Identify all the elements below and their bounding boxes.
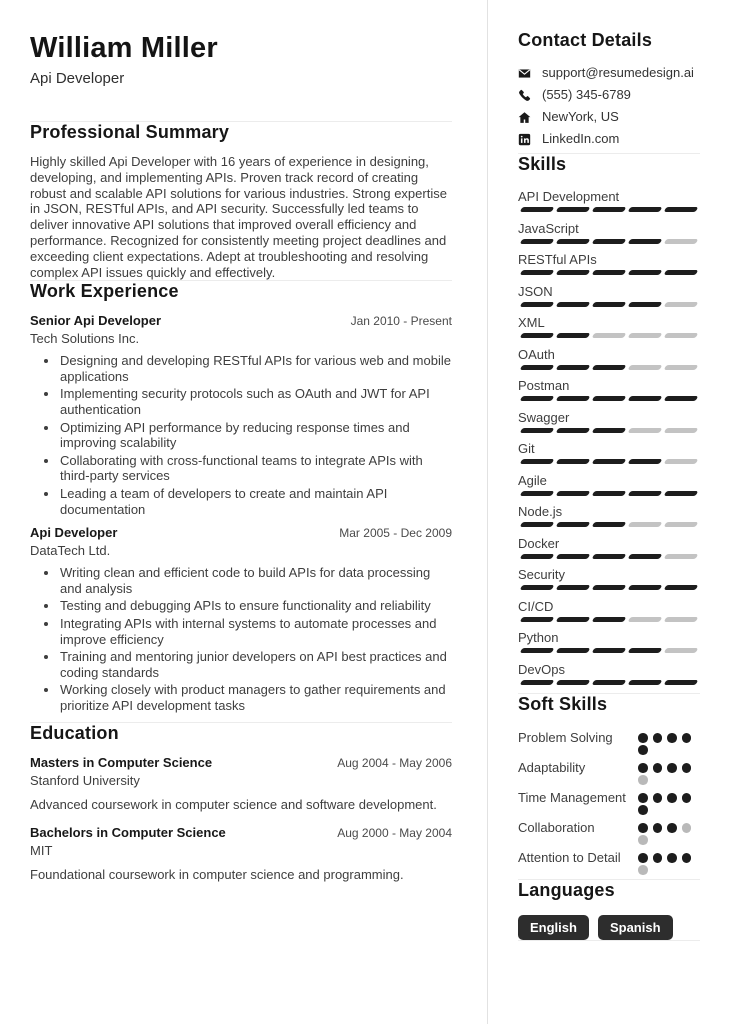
job-bullet: • Training and mentoring junior developers on API best practices and coding standards xyxy=(59,649,452,681)
job-header xyxy=(30,313,452,329)
soft-skill-item xyxy=(518,819,700,847)
rating-dot-filled xyxy=(653,823,663,833)
skill-bar-segment-filled xyxy=(556,365,590,370)
skill-bar-segment-filled xyxy=(520,239,554,244)
divider xyxy=(518,940,700,941)
soft-skill-dot-rating xyxy=(638,729,700,757)
envelope-icon xyxy=(518,67,531,80)
language-badge: Spanish xyxy=(598,915,673,940)
skill-bar-segment-filled xyxy=(592,428,626,433)
job-title: Senior Api Developer xyxy=(30,313,161,329)
skill-level-bar xyxy=(518,239,700,244)
skill-bar-segment-empty xyxy=(664,617,698,622)
education-school: MIT xyxy=(30,842,53,858)
skill-bar-segment-filled xyxy=(520,648,554,653)
skill-bar-segment-filled xyxy=(592,522,626,527)
soft-skill-name: Attention to Detail xyxy=(518,850,621,865)
skill-bar-segment-filled xyxy=(592,680,626,685)
rating-dot-filled xyxy=(638,823,648,833)
soft-skill-item xyxy=(518,789,700,817)
home-icon xyxy=(518,111,531,124)
soft-skill-dot-rating xyxy=(638,849,700,877)
skill-level-bar xyxy=(518,554,700,559)
skill-item xyxy=(518,315,700,338)
skill-item xyxy=(518,536,700,559)
skill-item xyxy=(518,347,700,370)
skill-item xyxy=(518,441,700,464)
skill-level-bar xyxy=(518,365,700,370)
skill-name: JSON xyxy=(518,283,553,299)
skill-bar-segment-empty xyxy=(628,522,662,527)
contact-text: (555) 345-6789 xyxy=(542,87,631,102)
skill-bar-segment-filled xyxy=(592,270,626,275)
education-list xyxy=(30,755,452,883)
skill-bar-segment-empty xyxy=(664,648,698,653)
skill-name: Agile xyxy=(518,472,547,488)
skill-bar-segment-empty xyxy=(664,333,698,338)
job-bullet: • Collaborating with cross-functional teams to integrate APIs with third-party services xyxy=(59,453,452,485)
skill-level-bar xyxy=(518,585,700,590)
education-description: Foundational coursework in computer science and programming. xyxy=(30,866,404,882)
skill-level-bar xyxy=(518,648,700,653)
education-header xyxy=(30,825,452,841)
job-title: Api Developer xyxy=(30,525,118,541)
skill-bar-segment-filled xyxy=(592,554,626,559)
education-dates: Aug 2000 - May 2004 xyxy=(337,825,452,840)
summary-section xyxy=(30,122,452,280)
soft-skill-dot-rating xyxy=(638,759,700,787)
skill-bar-segment-filled xyxy=(664,396,698,401)
job-entry xyxy=(30,525,452,713)
skill-bar-segment-filled xyxy=(628,239,662,244)
skill-bar-segment-filled xyxy=(556,396,590,401)
skill-bar-segment-filled xyxy=(592,207,626,212)
job-bullet-list xyxy=(30,565,452,713)
skill-name: Node.js xyxy=(518,504,563,519)
skill-bar-segment-filled xyxy=(520,396,554,401)
rating-dot-filled xyxy=(667,763,677,773)
skill-bar-segment-filled xyxy=(664,491,698,496)
rating-dot-filled xyxy=(653,763,663,773)
skill-bar-segment-empty xyxy=(664,522,698,527)
job-bullet: • Working closely with product managers to gather requirements and prioritize API development tasks xyxy=(59,682,452,714)
skill-bar-segment-empty xyxy=(628,365,662,370)
rating-dot-filled xyxy=(653,853,663,863)
education-degree: Bachelors in Computer Science xyxy=(30,824,226,840)
contact-list xyxy=(518,65,700,147)
contact-item xyxy=(518,131,700,147)
rating-dot-filled xyxy=(682,853,692,863)
skill-bar-segment-filled xyxy=(628,648,662,653)
languages-heading: Languages xyxy=(518,880,615,900)
skill-bar-segment-filled xyxy=(520,207,554,212)
skill-bar-segment-empty xyxy=(664,428,698,433)
skill-name: Swagger xyxy=(518,409,570,425)
skill-item xyxy=(518,630,700,653)
skill-name: Docker xyxy=(518,535,560,551)
skill-bar-segment-filled xyxy=(556,459,590,464)
rating-dot-filled xyxy=(682,793,692,803)
skill-bar-segment-filled xyxy=(556,333,590,338)
skill-bar-segment-filled xyxy=(592,396,626,401)
rating-dot-empty xyxy=(638,835,648,845)
skill-bar-segment-filled xyxy=(628,554,662,559)
rating-dot-filled xyxy=(682,733,692,743)
job-entry xyxy=(30,313,452,517)
skill-bar-segment-filled xyxy=(556,522,590,527)
rating-dot-filled xyxy=(667,793,677,803)
job-dates: Mar 2005 - Dec 2009 xyxy=(339,526,452,541)
skill-name: OAuth xyxy=(518,346,555,362)
skill-item xyxy=(518,189,700,212)
education-entry xyxy=(30,825,452,883)
skill-level-bar xyxy=(518,491,700,496)
skill-item xyxy=(518,410,700,433)
languages-list xyxy=(518,915,700,940)
skill-bar-segment-filled xyxy=(592,491,626,496)
skill-item xyxy=(518,567,700,590)
skill-bar-segment-empty xyxy=(628,333,662,338)
skill-level-bar xyxy=(518,459,700,464)
skill-bar-segment-filled xyxy=(556,207,590,212)
education-header xyxy=(30,755,452,771)
skill-bar-segment-filled xyxy=(520,585,554,590)
skills-list xyxy=(518,189,700,685)
soft-skill-item xyxy=(518,729,700,757)
language-badge: English xyxy=(518,915,589,940)
skill-bar-segment-filled xyxy=(520,302,554,307)
skill-item xyxy=(518,252,700,275)
soft-skill-item xyxy=(518,849,700,877)
skill-bar-segment-filled xyxy=(592,617,626,622)
skill-level-bar xyxy=(518,396,700,401)
skill-bar-segment-filled xyxy=(592,459,626,464)
skill-name: Postman xyxy=(518,378,570,393)
skill-bar-segment-filled xyxy=(664,207,698,212)
skill-level-bar xyxy=(518,207,700,212)
skill-bar-segment-filled xyxy=(556,239,590,244)
skill-name: XML xyxy=(518,315,545,330)
experience-section xyxy=(30,281,452,713)
rating-dot-filled xyxy=(682,763,692,773)
skill-name: DevOps xyxy=(518,661,565,677)
skill-item xyxy=(518,284,700,307)
phone-icon xyxy=(518,89,531,102)
skill-bar-segment-filled xyxy=(520,333,554,338)
job-bullet-list xyxy=(30,353,452,517)
skill-bar-segment-empty xyxy=(628,428,662,433)
rating-dot-filled xyxy=(638,733,648,743)
rating-dot-filled xyxy=(667,823,677,833)
skill-bar-segment-filled xyxy=(520,270,554,275)
rating-dot-empty xyxy=(682,823,692,833)
contact-heading: Contact Details xyxy=(518,30,653,50)
skill-level-bar xyxy=(518,680,700,685)
soft-skill-name: Problem Solving xyxy=(518,730,613,745)
job-header xyxy=(30,525,452,541)
experience-heading: Work Experience xyxy=(30,281,179,302)
skill-bar-segment-filled xyxy=(628,396,662,401)
soft-skill-dot-rating xyxy=(638,789,700,817)
skill-name: RESTful APIs xyxy=(518,252,597,267)
skill-bar-segment-filled xyxy=(664,585,698,590)
person-job-title: Api Developer xyxy=(30,70,125,87)
job-bullet: • Writing clean and efficient code to build APIs for data processing and analysis xyxy=(59,565,452,597)
skills-heading: Skills xyxy=(518,154,567,174)
skill-bar-segment-filled xyxy=(520,459,554,464)
skill-bar-segment-filled xyxy=(628,680,662,685)
rating-dot-empty xyxy=(638,775,648,785)
skill-level-bar xyxy=(518,333,700,338)
skill-item xyxy=(518,378,700,401)
contact-item xyxy=(518,87,700,103)
summary-text: Highly skilled Api Developer with 16 years of experience in designing, developing, and implementing APIs. Proven track record of creating robust and scalable API solutions for various industries. Strong expertise in JSON, RESTful APIs, and API security. Successfully led teams to deliver innovative API solutions that improved overall efficiency and performance. Recognized for consistently meeting project deadlines and exceeding client expectations. Adept at troubleshooting and resolving complex API issues quickly and effectively. xyxy=(30,154,447,280)
skill-bar-segment-filled xyxy=(556,270,590,275)
contact-text: NewYork, US xyxy=(542,109,619,124)
skill-bar-segment-filled xyxy=(592,365,626,370)
skill-bar-segment-empty xyxy=(664,239,698,244)
job-dates: Jan 2010 - Present xyxy=(350,314,452,329)
skill-name: API Development xyxy=(518,189,620,204)
skill-level-bar xyxy=(518,522,700,527)
skill-bar-segment-filled xyxy=(520,365,554,370)
contact-item xyxy=(518,109,700,125)
soft-skill-name: Time Management xyxy=(518,790,626,805)
education-description: Advanced coursework in computer science and software development. xyxy=(30,796,437,812)
skill-bar-segment-filled xyxy=(556,585,590,590)
rating-dot-empty xyxy=(638,865,648,875)
skill-bar-segment-filled xyxy=(628,459,662,464)
skill-bar-segment-filled xyxy=(520,428,554,433)
skill-bar-segment-empty xyxy=(664,459,698,464)
soft-skill-dot-rating xyxy=(638,819,700,847)
skill-level-bar xyxy=(518,270,700,275)
skill-name: CI/CD xyxy=(518,598,554,614)
skill-level-bar xyxy=(518,617,700,622)
rating-dot-filled xyxy=(653,793,663,803)
skill-item xyxy=(518,599,700,622)
skill-item xyxy=(518,221,700,244)
job-bullet: • Testing and debugging APIs to ensure functionality and reliability xyxy=(59,598,452,614)
education-dates: Aug 2004 - May 2006 xyxy=(337,755,452,770)
skill-bar-segment-filled xyxy=(520,617,554,622)
skill-item xyxy=(518,473,700,496)
skill-level-bar xyxy=(518,302,700,307)
rating-dot-filled xyxy=(638,793,648,803)
contact-text: support@resumedesign.ai xyxy=(542,65,694,80)
rating-dot-filled xyxy=(667,853,677,863)
soft-skill-name: Adaptability xyxy=(518,760,586,775)
skill-bar-segment-empty xyxy=(664,365,698,370)
summary-heading: Professional Summary xyxy=(30,122,230,142)
soft-skills-heading: Soft Skills xyxy=(518,694,608,714)
skill-name: Python xyxy=(518,630,559,645)
skill-bar-segment-empty xyxy=(664,302,698,307)
skill-bar-segment-filled xyxy=(592,648,626,653)
rating-dot-filled xyxy=(638,763,648,773)
skill-bar-segment-filled xyxy=(556,648,590,653)
skill-bar-segment-filled xyxy=(592,302,626,307)
skill-name: JavaScript xyxy=(518,220,579,236)
skill-bar-segment-empty xyxy=(628,617,662,622)
rating-dot-filled xyxy=(653,733,663,743)
linkedin-icon xyxy=(518,133,531,146)
skill-bar-segment-empty xyxy=(592,333,626,338)
job-bullet: • Optimizing API performance by reducing response times and improving scalability xyxy=(59,420,452,452)
skill-bar-segment-filled xyxy=(592,585,626,590)
person-name: William Miller xyxy=(30,32,218,64)
rating-dot-filled xyxy=(667,733,677,743)
skill-name: Git xyxy=(518,441,535,456)
skill-bar-segment-filled xyxy=(628,302,662,307)
job-bullet: • Leading a team of developers to create and maintain API documentation xyxy=(59,486,452,518)
skill-bar-segment-filled xyxy=(556,617,590,622)
skill-bar-segment-filled xyxy=(592,239,626,244)
job-bullet: • Integrating APIs with internal systems to automate processes and improve efficiency xyxy=(59,616,452,648)
skill-bar-segment-filled xyxy=(520,491,554,496)
job-list xyxy=(30,313,452,713)
skill-name: Security xyxy=(518,567,565,582)
skill-bar-segment-filled xyxy=(628,270,662,275)
job-bullet: • Implementing security protocols such as OAuth and JWT for API authentication xyxy=(59,386,452,418)
skill-bar-segment-filled xyxy=(520,522,554,527)
skill-bar-segment-filled xyxy=(628,491,662,496)
skill-bar-segment-filled xyxy=(556,428,590,433)
skill-bar-segment-filled xyxy=(556,554,590,559)
soft-skills-list xyxy=(518,729,700,877)
skill-bar-segment-empty xyxy=(664,554,698,559)
education-school: Stanford University xyxy=(30,772,140,788)
sidebar xyxy=(487,0,730,1024)
job-bullet: • Designing and developing RESTful APIs for various web and mobile applications xyxy=(59,353,452,385)
skill-bar-segment-filled xyxy=(628,585,662,590)
skill-bar-segment-filled xyxy=(520,680,554,685)
skill-bar-segment-filled xyxy=(556,302,590,307)
skill-bar-segment-filled xyxy=(664,270,698,275)
education-degree: Masters in Computer Science xyxy=(30,754,213,770)
rating-dot-filled xyxy=(638,805,648,815)
job-company: DataTech Ltd. xyxy=(30,543,111,559)
contact-text: LinkedIn.com xyxy=(542,131,620,146)
skill-bar-segment-filled xyxy=(556,680,590,685)
skill-bar-segment-filled xyxy=(628,207,662,212)
education-section xyxy=(30,723,452,883)
job-company: Tech Solutions Inc. xyxy=(30,331,140,347)
rating-dot-filled xyxy=(638,853,648,863)
skill-bar-segment-filled xyxy=(664,680,698,685)
skill-bar-segment-filled xyxy=(520,554,554,559)
contact-item xyxy=(518,65,700,81)
skill-item xyxy=(518,662,700,685)
skill-item xyxy=(518,504,700,527)
soft-skill-item xyxy=(518,759,700,787)
education-entry xyxy=(30,755,452,813)
skill-bar-segment-filled xyxy=(556,491,590,496)
rating-dot-filled xyxy=(638,745,648,755)
education-heading: Education xyxy=(30,722,119,743)
skill-level-bar xyxy=(518,428,700,433)
soft-skill-name: Collaboration xyxy=(518,820,595,835)
